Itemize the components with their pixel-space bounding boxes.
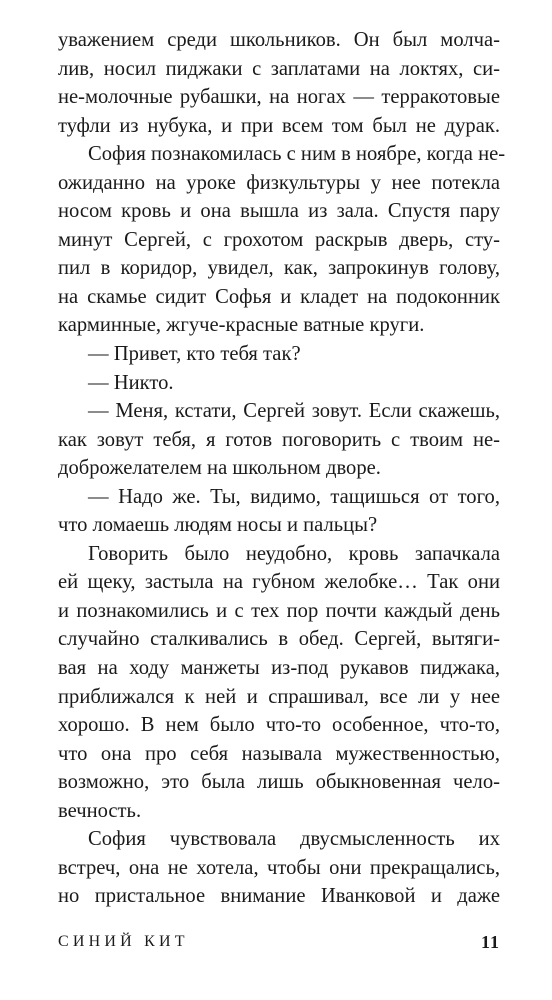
dialogue-line: — Надо же. Ты, видимо, тащишься от того, — [88, 485, 500, 508]
text-line: но пристальное внимание Иванковой и даже — [58, 885, 500, 908]
text-line: и познакомились и с тех пор почти каждый день — [58, 599, 500, 622]
text-line: Говорить было неудобно, кровь запачкала — [88, 542, 500, 565]
text-line: туфли из нубука, и при всем том был не дурак. — [58, 114, 500, 137]
text-line: вечность. — [58, 799, 142, 822]
text-line: карминные, жгуче-красные ватные круги. — [58, 314, 425, 337]
dialogue-line: — Меня, кстати, Сергей зовут. Если скажешь, — [88, 400, 500, 423]
dialogue-line: — Привет, кто тебя так? — [88, 343, 301, 366]
text-line: хорошо. В нем было что-то особенное, что-то, — [58, 714, 500, 737]
text-line: носом кровь и она вышла из зала. Спустя пару — [58, 200, 500, 223]
page-footer — [58, 930, 500, 954]
text-line: ей щеку, застыла на губном желобке… Так они — [58, 571, 500, 594]
text-line: как зовут тебя, я готов поговорить с твоим не- — [58, 428, 500, 451]
text-line: что ломаешь людям носы и пальцы? — [58, 514, 378, 537]
text-line: на скамье сидит Софья и кладет на подоконник — [58, 285, 500, 308]
text-line: вая на ходу манжеты из-под рукавов пиджака, — [58, 657, 500, 680]
text-line: пил в коридор, увидел, как, запрокинув голову, — [58, 257, 500, 280]
dialogue-line: — Никто. — [88, 371, 174, 394]
text-line: приближался к ней и спрашивал, все ли у нее — [58, 685, 500, 708]
text-line: уважением среди школьников. Он был молча- — [58, 29, 500, 51]
text-line: возможно, это была лишь обыкновенная чело- — [58, 771, 500, 794]
text-line: минут Сергей, с грохотом раскрыв дверь, сту- — [58, 228, 500, 251]
text-line: ожиданно на уроке физкультуры у нее потекла — [58, 171, 500, 194]
text-line: София чувствовала двусмысленность их — [88, 828, 500, 851]
running-title: СИНИЙ КИТ — [58, 933, 189, 950]
page-body — [58, 26, 506, 911]
text-line: София познакомилась с ним в ноябре, когда не- — [88, 143, 506, 166]
page-number: 11 — [480, 932, 500, 952]
text-line: доброжелателем на школьном дворе. — [58, 457, 381, 480]
text-line: не-молочные рубашки, на ногах — терракотовые — [58, 86, 500, 109]
text-line: лив, носил пиджаки с заплатами на локтях, си- — [58, 57, 500, 80]
text-line: что она про себя называла мужественностью, — [58, 742, 500, 765]
text-line: встреч, она не хотела, чтобы они прекращались, — [58, 856, 500, 879]
text-line: случайно сталкивались в обед. Сергей, вытяги- — [58, 628, 500, 651]
